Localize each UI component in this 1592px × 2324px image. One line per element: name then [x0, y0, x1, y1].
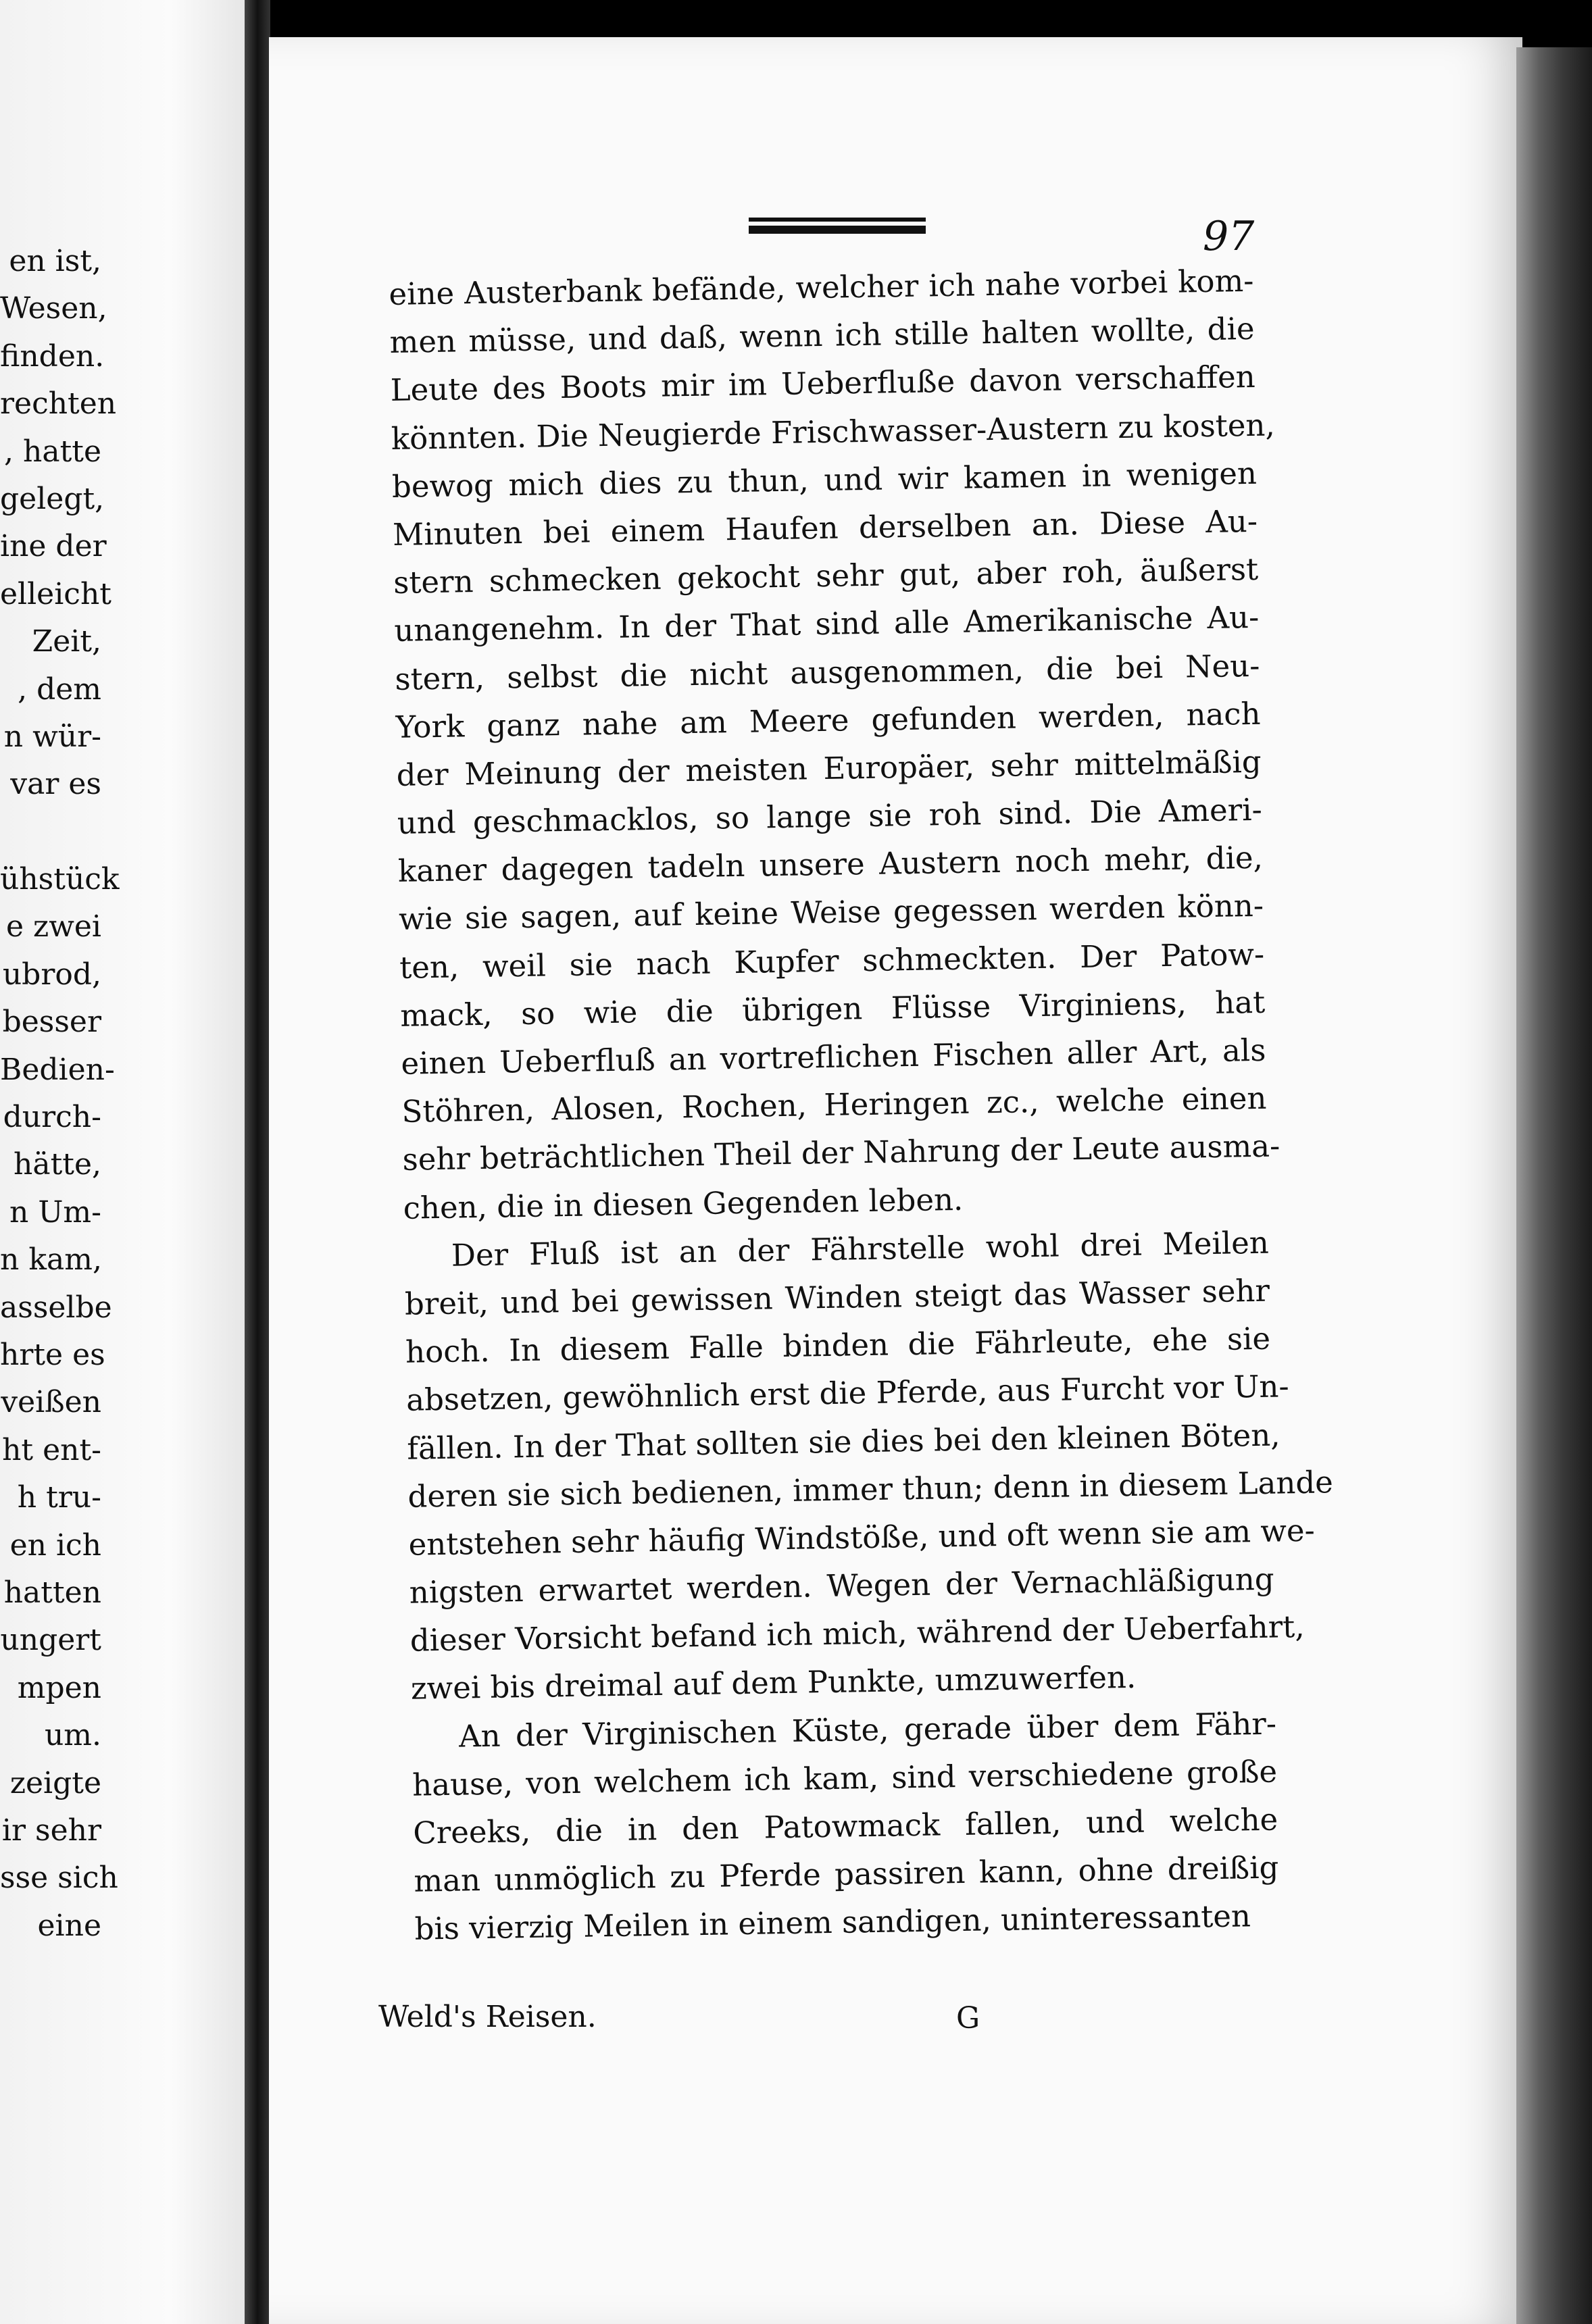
text-line: Leute des Boots mir im Ueberfluße davon verschaffen [390, 359, 1256, 409]
previous-page-line [0, 809, 101, 856]
text-line: mack, so wie die übrigen Flüsse Virginiens, hat [399, 984, 1266, 1034]
body-text [389, 257, 1334, 1953]
text-line: wie sie sagen, auf keine Weise gegessen werden könn- [398, 888, 1264, 938]
text-line: stern schmecken gekocht sehr gut, aber roh, äußerst [393, 551, 1259, 601]
text-line: chen, die in diesen Gegenden leben. [403, 1181, 964, 1226]
previous-page-line: besser [2, 1005, 101, 1040]
book-gutter [245, 0, 270, 2324]
text-line: sehr beträchtlichen Theil der Nahrung der Leute ausma- [402, 1128, 1280, 1178]
text-line: fällen. In der That sollten sie dies bei den kleinen Böten, [406, 1416, 1280, 1467]
previous-page-line: Wesen, [0, 291, 107, 326]
previous-page-line: veißen [1, 1385, 101, 1420]
text-line: könnten. Die Neugierde Frischwasser-Austern zu kosten, [391, 406, 1276, 457]
text-line: An der Virginischen Küste, gerade über dem Fähr- [458, 1705, 1277, 1754]
previous-page-line: ht ent- [2, 1432, 101, 1467]
previous-page-line: ühstück [0, 862, 120, 897]
text-line: dieser Vorsicht befand ich mich, während der Ueberfahrt, [409, 1609, 1305, 1659]
text-line: nigsten erwartet werden. Wegen der Vernachläßigung [409, 1561, 1275, 1611]
previous-page-line: n Um- [9, 1194, 101, 1230]
text-line: einen Ueberfluß an vortreflichen Fischen aller Art, als [401, 1032, 1266, 1082]
previous-page-line: hatten [3, 1575, 101, 1610]
text-line: hause, von welchem ich kam, sind verschiedene große [412, 1753, 1278, 1803]
previous-page-line: rechten [0, 386, 117, 422]
gathering-mark: G [956, 2001, 980, 2036]
text-line: Stöhren, Alosen, Rochen, Heringen zc., welche einen [401, 1080, 1267, 1130]
text-line: Creeks, die in den Patowmack fallen, und welche [412, 1801, 1278, 1851]
text-line: ten, weil sie nach Kupfer schmeckten. Der Patow- [399, 936, 1265, 986]
previous-page-line: , hatte [4, 434, 101, 469]
previous-page-line: var es [10, 767, 101, 802]
previous-page-line: eine [37, 1908, 101, 1943]
previous-page-line: asselbe [0, 1290, 112, 1325]
text-line: bis vierzig Meilen in einem sandigen, uninteressanten [414, 1898, 1251, 1948]
header-rule [749, 218, 926, 234]
previous-page-line: en ich [9, 1527, 101, 1563]
text-line: unangenehm. In der That sind alle Amerikanische Au- [393, 599, 1260, 649]
text-line: man unmöglich zu Pferde passiren kann, ohne dreißig [414, 1849, 1279, 1899]
text-line: York ganz nahe am Meere gefunden werden, nach [395, 695, 1261, 745]
text-line: zwei bis dreimal auf dem Punkte, umzuwerfen. [410, 1659, 1137, 1707]
previous-page-line: h tru- [17, 1480, 101, 1515]
text-line: eine Austerbank befände, welcher ich nahe vorbei kom- [389, 262, 1254, 312]
signature-mark: Weld's Reisen. [378, 2000, 597, 2034]
text-line: der Meinung der meisten Europäer, sehr mittelmäßig [396, 743, 1262, 793]
previous-page-line: hrte es [0, 1337, 105, 1372]
previous-page [0, 0, 245, 2324]
previous-page-line: durch- [3, 1100, 101, 1135]
previous-page-line: zeigte [9, 1765, 101, 1800]
previous-page-line: Zeit, [32, 624, 101, 659]
text-line: kaner dagegen tadeln unsere Austern noch mehr, die, [397, 840, 1264, 890]
previous-page-line: , dem [18, 672, 101, 707]
text-line: bewog mich dies zu thun, und wir kamen in wenigen [391, 455, 1258, 505]
previous-page-line: n kam, [0, 1242, 102, 1278]
previous-page-line: ungert [0, 1623, 101, 1658]
previous-page-text [0, 238, 120, 1950]
previous-page-line: ir sehr [1, 1813, 101, 1848]
previous-page-line: mpen [17, 1670, 101, 1705]
previous-page-line: um. [44, 1718, 101, 1753]
previous-page-line: n wür- [3, 719, 101, 754]
text-line: deren sie sich bedienen, immer thun; denn in diesem Lande [407, 1463, 1334, 1515]
previous-page-line: finden. [0, 338, 105, 374]
text-line: Minuten bei einem Haufen derselben an. Diese Au- [392, 503, 1258, 553]
text-line: absetzen, gewöhnlich erst die Pferde, aus Furcht vor Un- [405, 1368, 1290, 1419]
text-line: men müsse, und daß, wenn ich stille halten wollte, die [389, 311, 1255, 361]
page-edge [1516, 47, 1592, 2324]
text-line: und geschmacklos, so lange sie roh sind. Die Ameri- [397, 791, 1263, 841]
text-line: breit, und bei gewissen Winden steigt das Wasser sehr [404, 1272, 1270, 1322]
previous-page-line: ine der [0, 529, 107, 564]
previous-page-line: en ist, [9, 244, 101, 278]
previous-page-line: hätte, [14, 1147, 101, 1182]
text-line: stern, selbst die nicht ausgenommen, die bei Neu- [395, 647, 1260, 697]
previous-page-line: ubrod, [2, 957, 101, 992]
page-number: 97 [1203, 213, 1255, 260]
text-line: Der Fluß ist an der Fährstelle wohl drei Meilen [451, 1224, 1270, 1273]
previous-page-line: elleicht [0, 576, 111, 611]
previous-page-line: gelegt, [0, 481, 105, 516]
text-line: hoch. In diesem Falle binden die Fährleute, ehe sie [405, 1320, 1271, 1370]
previous-page-line: Bedien- [0, 1052, 115, 1087]
previous-page-line: sse sich [0, 1861, 118, 1896]
text-line: entstehen sehr häufig Windstöße, und oft wenn sie am we- [408, 1512, 1316, 1563]
previous-page-line: e zwei [6, 909, 101, 944]
